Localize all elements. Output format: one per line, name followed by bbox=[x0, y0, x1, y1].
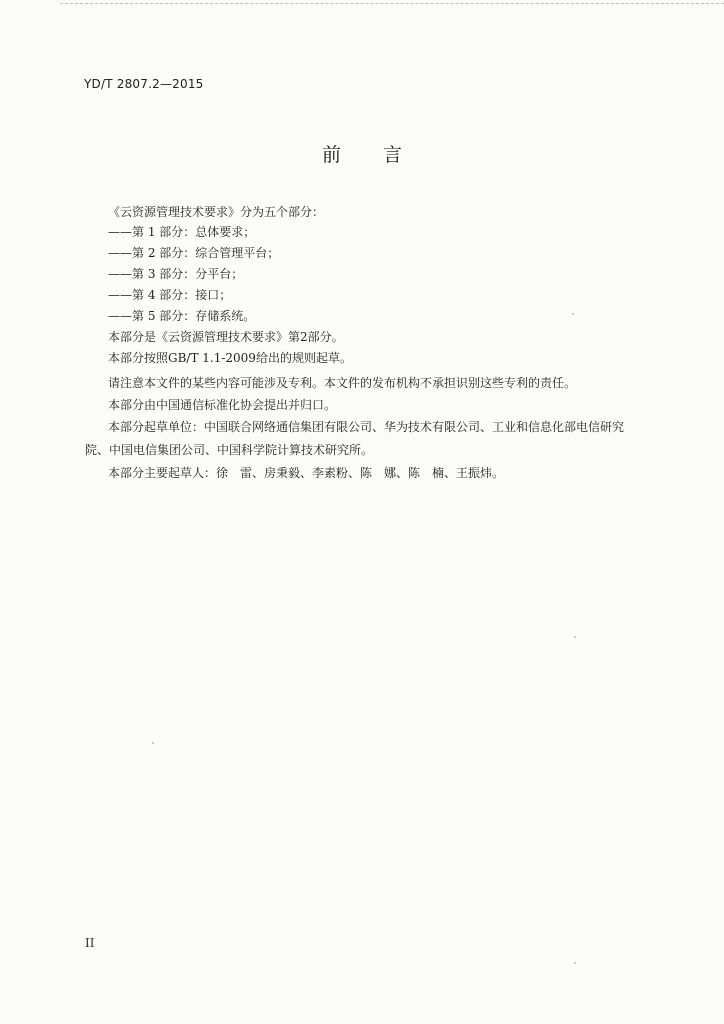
scan-speck bbox=[574, 636, 576, 638]
paragraph-drafting-units-cont: 院、中国电信集团公司、中国科学院计算技术研究所。 bbox=[85, 443, 374, 457]
top-scan-rule bbox=[60, 3, 724, 4]
paragraph-proposer: 本部分由中国通信标准化协会提出并归口。 bbox=[108, 398, 337, 412]
paragraph-scope: 本部分是《云资源管理技术要求》第2部分。 bbox=[108, 330, 344, 344]
scan-speck bbox=[152, 742, 154, 744]
scan-speck bbox=[572, 313, 574, 315]
paragraph-intro: 《云资源管理技术要求》分为五个部分： bbox=[108, 205, 325, 219]
paragraph-drafting-rules: 本部分按照GB/T 1.1-2009给出的规则起草。 bbox=[108, 351, 352, 365]
list-item-part-1: ——第 1 部分：总体要求； bbox=[108, 225, 256, 239]
title-char-2: 言 bbox=[383, 144, 403, 166]
list-item-part-4: ——第 4 部分：接口； bbox=[108, 288, 232, 302]
paragraph-patent-notice: 请注意本文件的某些内容可能涉及专利。本文件的发布机构不承担识别这些专利的责任。 bbox=[108, 376, 577, 390]
list-item-part-5: ——第 5 部分：存储系统。 bbox=[108, 309, 256, 323]
scan-speck bbox=[574, 962, 576, 964]
document-code: YD/T 2807.2—2015 bbox=[84, 77, 204, 91]
paragraph-drafting-units: 本部分起草单位：中国联合网络通信集团有限公司、华为技术有限公司、工业和信息化部电信研究 bbox=[108, 420, 625, 434]
page-title bbox=[0, 140, 724, 167]
list-item-part-3: ——第 3 部分：分平台； bbox=[108, 267, 244, 281]
title-char-1: 前 bbox=[321, 144, 341, 166]
page-number: II bbox=[85, 936, 95, 950]
paragraph-drafters: 本部分主要起草人：徐 雷、房秉毅、李素粉、陈 娜、陈 楠、王振炜。 bbox=[108, 466, 505, 480]
list-item-part-2: ——第 2 部分：综合管理平台； bbox=[108, 246, 280, 260]
